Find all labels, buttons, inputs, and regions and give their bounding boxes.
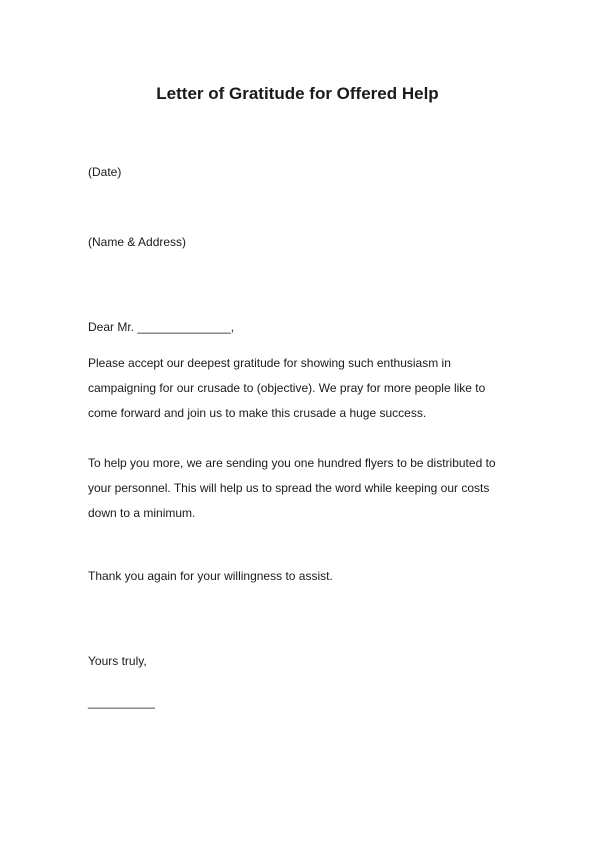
- closing: Yours truly,: [88, 654, 147, 668]
- paragraph-line: Please accept our deepest gratitude for showing such enthusiasm in: [88, 356, 451, 370]
- body-paragraph-2: [88, 451, 508, 526]
- salutation: Dear Mr. ______________,: [88, 320, 235, 334]
- letter-title: Letter of Gratitude for Offered Help: [156, 84, 439, 103]
- paragraph-line: To help you more, we are sending you one hundred flyers to be distributed to: [88, 456, 496, 470]
- date-placeholder: (Date): [88, 165, 122, 179]
- paragraph-line: campaigning for our crusade to (objective). We pray for more people like to: [88, 381, 486, 395]
- paragraph-line: your personnel. This will help us to spread the word while keeping our costs: [88, 481, 490, 495]
- thanks-line: Thank you again for your willingness to assist.: [88, 569, 333, 583]
- body-paragraph-1: [88, 351, 508, 426]
- name-address-placeholder: (Name & Address): [88, 235, 187, 249]
- signature-line: __________: [88, 695, 155, 709]
- paragraph-line: down to a minimum.: [88, 506, 196, 520]
- paragraph-line: come forward and join us to make this crusade a huge success.: [88, 406, 427, 420]
